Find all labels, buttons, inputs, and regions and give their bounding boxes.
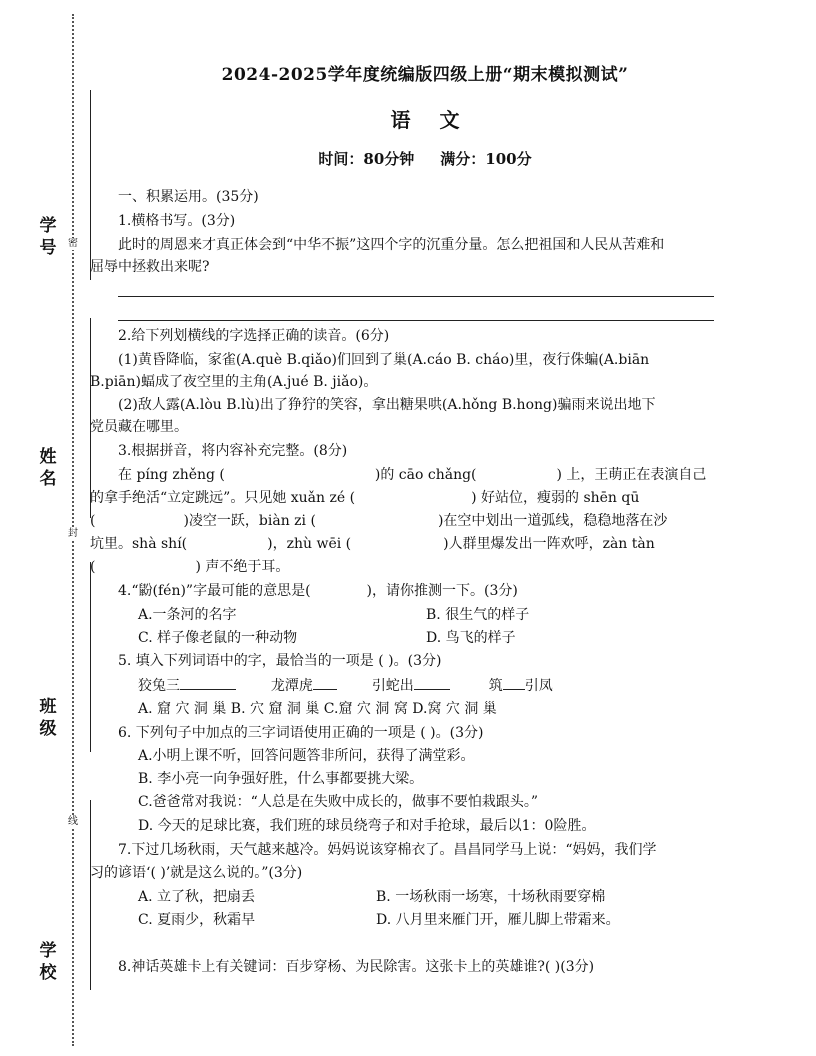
q3-text: ) 好站位，瘦弱的 shēn qū [471,490,640,506]
q1-text-line1: 此时的周恩来才真正体会到“中华不振”这四个字的沉重分量。怎么把祖国和人民从苦难和 [118,237,665,253]
exam-time: 时间：80分钟 [318,150,415,168]
student-id-field [38,90,86,280]
q7-option-c[interactable]: C. 夏雨少，秋霜早 [138,912,256,928]
q5-words [138,675,553,697]
q5-options[interactable]: A. 窟 穴 洞 巢 B. 穴 窟 洞 巢 C.窟 穴 洞 窝 D.窝 穴 洞 巢 [138,701,497,717]
q3-text: 的拿手绝活“立定跳远”。只见她 xuǎn zé ( [90,490,356,506]
seal-char-mi: 密 [68,238,78,249]
q1-text-line2: 屈辱中拯救出来呢? [90,259,210,275]
q3-text: )，zhù wēi ( [267,536,352,552]
q3-text: ) 上，王萌正在表演自己 [556,467,707,483]
class-field [38,562,86,752]
school-blank[interactable] [90,800,91,990]
school-field [38,800,86,990]
q2-line2: B.piān)蝠成了夜空里的主角(A.jué B. jiǎo)。 [90,374,378,390]
q3-text: ) 声不绝于耳。 [195,559,290,575]
seal-char-feng: 封 [68,528,78,539]
answer-blank[interactable] [414,675,450,690]
exam-meta [90,148,760,169]
seal-char-xian: 线 [68,816,78,827]
q3-title: 3.根据拼音，将内容补充完整。(8分) [118,443,348,459]
q7-option-a[interactable]: A. 立了秋，把扇丢 [138,889,256,905]
q3-text: 在 píng zhěng ( [118,467,225,483]
q2-line3: (2)敌人露(A.lòu B.lù)出了狰狞的笑容，拿出糖果哄(A.hǒng B.hong)骗雨来说出地下 [118,397,656,413]
q7-option-d[interactable]: D. 八月里来雁门开，雁儿脚上带霜来。 [376,912,620,928]
writing-line-1[interactable] [118,296,714,297]
name-field [38,318,86,518]
answer-blank[interactable] [180,675,236,690]
q6-option-b[interactable]: B. 李小亮一向争强好胜，什么事都要挑大梁。 [138,771,424,787]
q2-title: 2.给下列划横线的字选择正确的读音。(6分) [118,328,390,344]
q6-option-d[interactable]: D. 今天的足球比赛，我们班的球员绕弯子和对手抢球，最后以1：0险胜。 [138,818,596,834]
answer-blank[interactable] [313,675,337,690]
q3-text: 坑里。shà shí( [90,536,188,552]
exam-title: 2024-2025学年度统编版四级上册“期末模拟测试” [221,65,629,85]
q4-option-c[interactable]: C. 样子像老鼠的一种动物 [138,630,298,646]
q3-text: )在空中划出一道弧线，稳稳地落在沙 [437,513,668,529]
class-label: 班级 [39,697,57,739]
q4-option-d[interactable]: D. 鸟飞的样子 [426,630,516,646]
q2-line1: (1)黄昏降临，家雀(A.què B.qiǎo)们回到了巢(A.cáo B. cháo)里，夜行侏蝙(A.biān [118,352,650,368]
q3-line1 [118,464,706,486]
q2-line4: 党员藏在哪里。 [90,419,188,435]
q6-option-c[interactable]: C.爸爸常对我说：“人总是在失败中成长的，做事不要怕栽跟头。” [138,794,538,810]
writing-line-2[interactable] [118,320,714,321]
binding-margin [0,0,92,1056]
q4-option-a[interactable]: A.一条河的名字 [138,607,237,623]
student-id-label: 学号 [39,216,57,258]
q3-line5 [90,556,289,578]
class-blank[interactable] [90,562,91,752]
q5-word: 狡兔三 [138,678,180,694]
q4-option-b[interactable]: B. 很生气的样子 [426,607,530,623]
q4-title [118,580,518,602]
q3-text: )的 cāo chǎng( [374,467,477,483]
q5-title: 5. 填入下列词语中的字，最恰当的一项是 ( )。(3分) [118,653,442,669]
answer-blank[interactable] [503,675,525,690]
q3-text: ( [90,559,96,575]
q3-line3 [90,510,667,532]
q3-text: )人群里爆发出一阵欢呼，zàn tàn [443,536,655,552]
q3-text: )凌空一跃，biàn zi ( [183,513,316,529]
q4-text: )，请你推测一下。(3分) [366,583,518,599]
q8-title: 8.神话英雄卡上有关键词：百步穿杨、为民除害。这张卡上的英雄谁?( )(3分) [118,959,595,975]
q3-text: ( [90,513,96,529]
q7-line1: 7.下过几场秋雨，天气越来越冷。妈妈说该穿棉衣了。昌昌同学马上说：“妈妈，我们学 [118,842,657,858]
q1-title: 1.横格书写。(3分) [118,213,236,229]
q4-text: 4.“鼢(fén)”字最可能的意思是( [118,583,311,599]
exam-score: 满分：100分 [440,150,532,168]
q3-line2 [90,487,639,509]
q7-option-b[interactable]: B. 一场秋雨一场寒，十场秋雨要穿棉 [376,889,606,905]
q5-word: 筑 [488,678,503,694]
q7-line2: 习的谚语‘( )’就是这么说的。”(3分) [90,865,303,881]
subject-title: 语 文 [390,108,460,132]
school-label: 学校 [39,941,57,983]
section-heading: 一、积累运用。(35分) [118,189,259,205]
q5-word: 引凤 [524,678,553,694]
q6-option-a[interactable]: A.小明上课不听，回答问题答非所问，获得了满堂彩。 [138,748,475,764]
q5-word: 引蛇出 [371,678,414,694]
q6-title: 6. 下列句子中加点的三字词语使用正确的一项是 ( )。(3分) [118,725,484,741]
q5-word: 龙潭虎 [270,678,313,694]
name-label: 姓名 [39,447,57,489]
q3-line4 [90,533,655,555]
